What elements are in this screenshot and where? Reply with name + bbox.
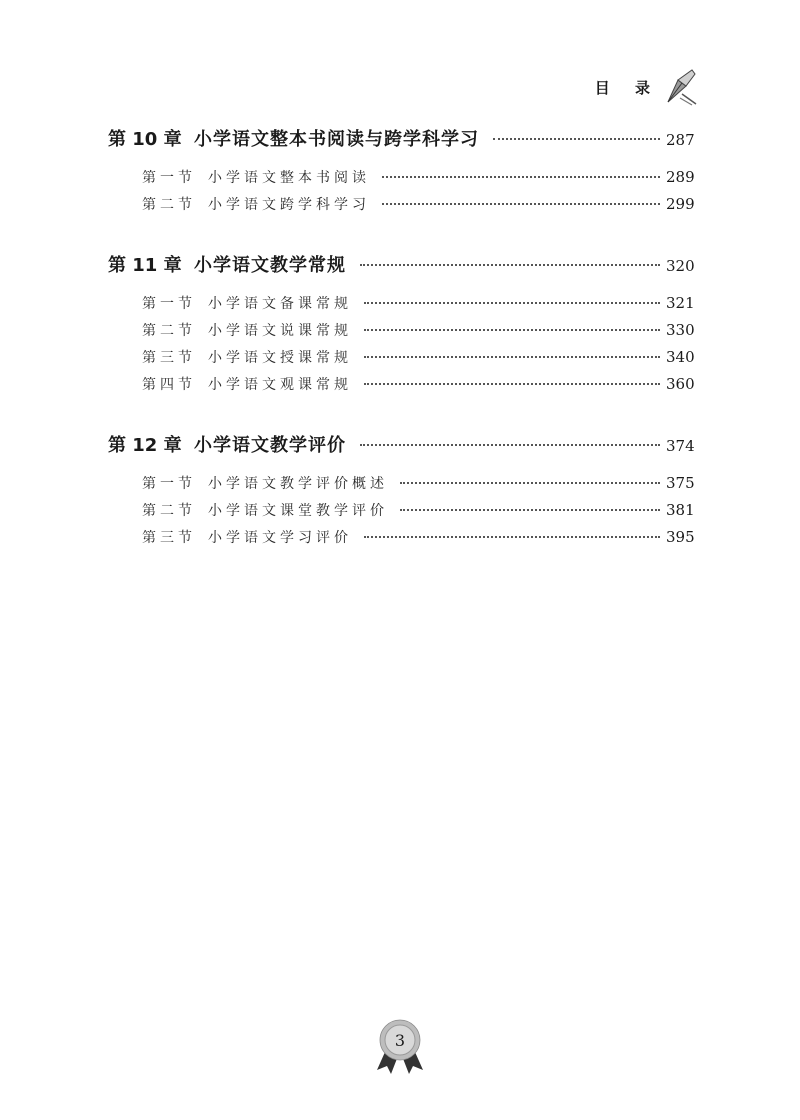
- dot-leader: [382, 176, 660, 178]
- dot-leader: [493, 138, 660, 140]
- chapter-entry[interactable]: [108, 250, 694, 282]
- section-title: 小学语文观课常规: [208, 377, 352, 393]
- section-number: 第一节: [142, 476, 196, 492]
- section-page: 381: [666, 501, 695, 519]
- section-entry[interactable]: [108, 470, 694, 497]
- dot-leader: [360, 444, 660, 446]
- section-list: [108, 164, 694, 218]
- chapter-title: 小学语文整本书阅读与跨学科学习: [194, 129, 479, 150]
- section-entry[interactable]: [108, 164, 694, 191]
- section-page: 340: [666, 348, 695, 366]
- section-title: 小学语文课堂教学评价: [208, 503, 388, 519]
- section-number: 第二节: [142, 323, 196, 339]
- section-number: 第三节: [142, 530, 196, 546]
- section-page: 321: [666, 294, 695, 312]
- section-number: 第一节: [142, 170, 196, 186]
- chapter-block: [108, 250, 694, 398]
- section-page: 330: [666, 321, 695, 339]
- dot-leader: [360, 264, 660, 266]
- section-list: [108, 290, 694, 398]
- section-title: 小学语文备课常规: [208, 296, 352, 312]
- pen-nib-icon: [662, 68, 700, 106]
- section-number: 第三节: [142, 350, 196, 366]
- section-number: 第二节: [142, 503, 196, 519]
- section-entry[interactable]: [108, 497, 694, 524]
- dot-leader: [382, 203, 660, 205]
- chapter-number: 第 10 章: [108, 129, 182, 150]
- section-entry[interactable]: [108, 191, 694, 218]
- section-title: 小学语文教学评价概述: [208, 476, 388, 492]
- chapter-title: 小学语文教学评价: [194, 435, 346, 456]
- chapter-entry[interactable]: [108, 124, 694, 156]
- section-title: 小学语文授课常规: [208, 350, 352, 366]
- section-page: 360: [666, 375, 695, 393]
- dot-leader: [400, 482, 660, 484]
- section-page: 395: [666, 528, 695, 546]
- section-entry[interactable]: [108, 524, 694, 551]
- chapter-page: 287: [666, 131, 695, 149]
- dot-leader: [364, 329, 660, 331]
- chapter-page: 374: [666, 437, 695, 455]
- page-number: 3: [394, 1031, 406, 1050]
- dot-leader: [400, 509, 660, 511]
- section-entry[interactable]: [108, 290, 694, 317]
- section-entry[interactable]: [108, 344, 694, 371]
- section-number: 第二节: [142, 197, 196, 213]
- section-title: 小学语文整本书阅读: [208, 170, 370, 186]
- dot-leader: [364, 383, 660, 385]
- page-header: [595, 68, 700, 106]
- medal-ribbon-icon: [371, 1018, 429, 1074]
- section-entry[interactable]: [108, 317, 694, 344]
- chapter-title: 小学语文教学常规: [194, 255, 346, 276]
- dot-leader: [364, 536, 660, 538]
- section-number: 第四节: [142, 377, 196, 393]
- section-page: 375: [666, 474, 695, 492]
- section-page: 289: [666, 168, 695, 186]
- chapter-block: [108, 430, 694, 551]
- section-list: [108, 470, 694, 551]
- table-of-contents: [108, 124, 694, 583]
- dot-leader: [364, 356, 660, 358]
- header-title: 目 录: [594, 78, 660, 97]
- chapter-entry[interactable]: [108, 430, 694, 462]
- section-number: 第一节: [142, 296, 196, 312]
- chapter-block: [108, 124, 694, 218]
- dot-leader: [364, 302, 660, 304]
- section-title: 小学语文说课常规: [208, 323, 352, 339]
- chapter-number: 第 12 章: [108, 435, 182, 456]
- section-title: 小学语文跨学科学习: [208, 197, 370, 213]
- section-page: 299: [666, 195, 695, 213]
- chapter-page: 320: [666, 257, 695, 275]
- section-title: 小学语文学习评价: [208, 530, 352, 546]
- chapter-number: 第 11 章: [108, 255, 182, 276]
- section-entry[interactable]: [108, 371, 694, 398]
